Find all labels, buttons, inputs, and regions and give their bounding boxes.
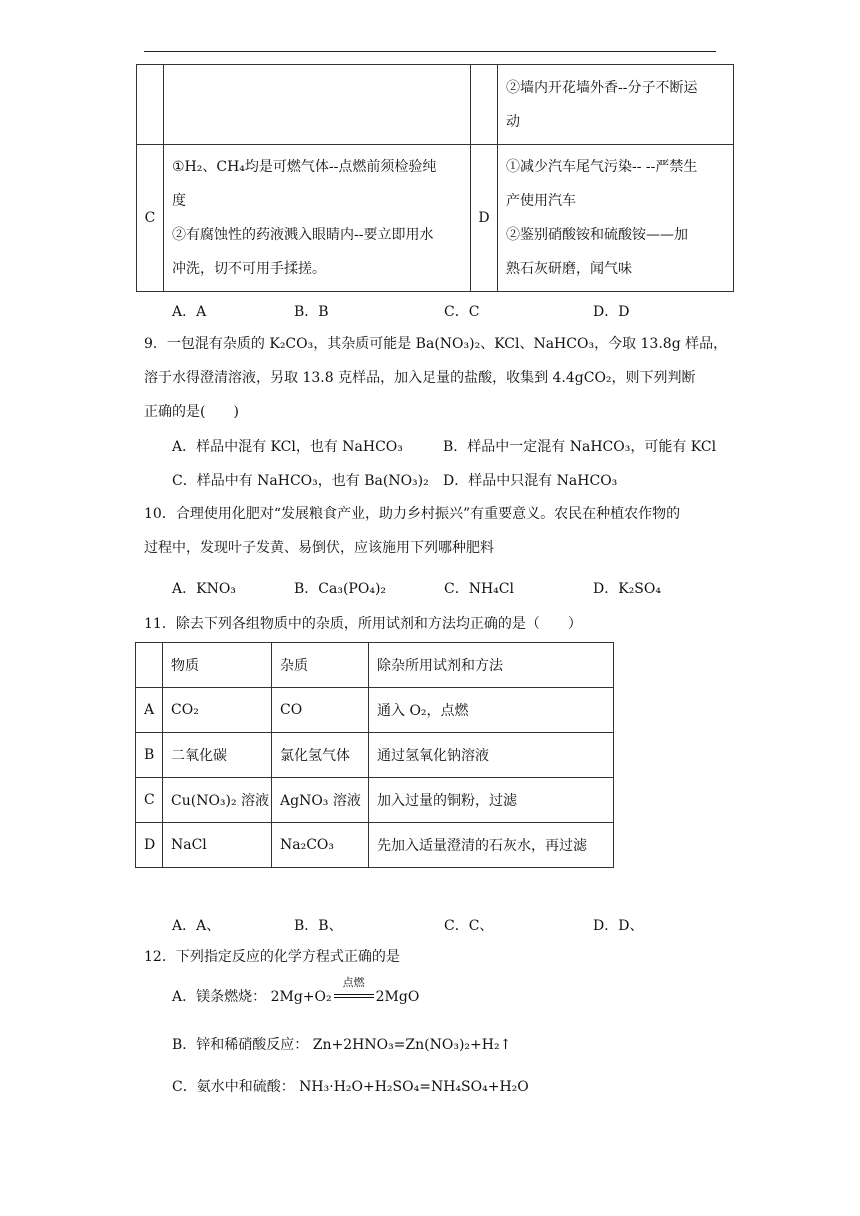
q12-option-a-right: 2MgO [375, 989, 420, 1005]
table-header-row [136, 643, 614, 688]
table-cell: 先加入适量澄清的石灰水，再过滤 [369, 823, 614, 868]
q10-option-c-formula: NH₄Cl [468, 581, 514, 597]
q8-row1-label-left [137, 65, 164, 145]
q10-stem-line: 10．合理使用化肥对“发展粮食产业，助力乡村振兴”有重要意义。农民在种植农作物的 [144, 506, 681, 522]
table-header-cell [136, 643, 163, 688]
table-cell: B [136, 733, 163, 778]
q12-option-c-equation: NH₃·H₂O+H₂SO₄=NH₄SO₄+H₂O [299, 1079, 529, 1095]
table-row [136, 823, 614, 868]
q9-stem [144, 327, 728, 429]
q11-table [135, 642, 614, 868]
q10-option-a-letter: A． [172, 581, 197, 597]
q9-stem-line: 正确的是( ) [144, 404, 239, 420]
table-header-cell: 除杂所用试剂和方法 [369, 643, 614, 688]
table-cell: 通入 O₂，点燃 [369, 688, 614, 733]
q12-option-a-label: A．镁条燃烧： [172, 989, 267, 1005]
equal-sign-icon [334, 994, 374, 998]
q10-option-d-letter: D． [593, 581, 619, 597]
q9-stem-line: 溶于水得澄清溶液，另取 13.8 克样品，加入足量的盐酸，收集到 4.4gCO₂，则下列判断 [144, 370, 696, 386]
q11-stem-line: 11．除去下列各组物质中的杂质，所用试剂和方法均正确的是（ ） [144, 616, 582, 632]
q8-option-d[interactable]: D．D [593, 304, 630, 320]
table-cell: 氯化氢气体 [272, 733, 369, 778]
q8-row2-left-line: 冲洗，切不可用手揉搓。 [172, 261, 326, 277]
q11-option-a[interactable]: A．A、 [172, 918, 221, 934]
q10-stem [144, 497, 724, 565]
q9-option-d[interactable]: D．样品中只混有 NaHCO₃ [443, 473, 618, 489]
q8-row2-label-left: C [137, 145, 164, 292]
q8-row1-label-right [471, 65, 498, 145]
table-cell: Na₂CO₃ [272, 823, 369, 868]
q9-option-a[interactable]: A．样品中混有 KCl，也有 NaHCO₃ [172, 439, 403, 455]
q10-option-a[interactable] [172, 578, 236, 598]
q10-stem-line: 过程中，发现叶子发黄、易倒伏，应该施用下列哪种肥料 [144, 540, 494, 556]
q12-condition: 点燃 [342, 976, 365, 989]
q12-stem [144, 940, 724, 974]
q8-row2-right-line: 熟石灰研磨，闻气味 [506, 261, 632, 277]
q8-row2-left-line: 度 [172, 193, 186, 209]
q8-table [136, 64, 734, 292]
q8-row1-text-right [498, 65, 734, 145]
q8-option-c[interactable]: C．C [444, 304, 480, 320]
q8-row2-left-line: ①H₂、CH₄均是可燃气体--点燃前须检验纯 [172, 159, 437, 175]
q12-stem-line: 12．下列指定反应的化学方程式正确的是 [144, 949, 400, 965]
table-cell: C [136, 778, 163, 823]
q10-option-b-letter: B． [294, 581, 319, 597]
q10-option-d[interactable] [593, 578, 661, 598]
header-rule [144, 51, 716, 52]
table-row [136, 688, 614, 733]
table-cell: CO₂ [163, 688, 272, 733]
table-cell: 二氧化碳 [163, 733, 272, 778]
q8-row2-text-right [498, 145, 734, 292]
q8-row2-right-line: 产使用汽车 [506, 193, 576, 209]
q10-option-c[interactable] [444, 578, 514, 598]
table-header-cell: 物质 [163, 643, 272, 688]
q10-option-b-formula: Ca₃(PO₄)₂ [318, 581, 387, 597]
q10-option-a-formula: KNO₃ [196, 581, 236, 597]
q8-row2-text-left [164, 145, 471, 292]
table-row [136, 778, 614, 823]
q9-stem-line: 9．一包混有杂质的 K₂CO₃，其杂质可能是 Ba(NO₃)₂、KCl、NaHCO₃，今取 13.8g 样品， [144, 336, 728, 352]
table-header-cell: 杂质 [272, 643, 369, 688]
q12-option-b[interactable] [172, 1034, 511, 1054]
q11-option-c[interactable]: C．C、 [444, 918, 494, 934]
q8-option-a[interactable]: A．A [172, 304, 207, 320]
q12-option-c-label: C．氨水中和硫酸： [172, 1079, 295, 1095]
q11-option-d[interactable]: D．D、 [593, 918, 644, 934]
q8-row1-right-line: 动 [506, 113, 520, 130]
q12-option-b-equation: Zn+2HNO₃=Zn(NO₃)₂+H₂↑ [312, 1037, 512, 1053]
table-cell: CO [272, 688, 369, 733]
q8-row1-text-left [164, 65, 471, 145]
q9-option-b[interactable]: B．样品中一定混有 NaHCO₃，可能有 KCl [443, 439, 717, 455]
table-cell: NaCl [163, 823, 272, 868]
q8-row1-right-line: ②墙内开花墙外香--分子不断运 [506, 79, 698, 96]
q9-option-c[interactable]: C．样品中有 NaHCO₃，也有 Ba(NO₃)₂ [172, 473, 429, 489]
table-cell: 加入过量的铜粉，过滤 [369, 778, 614, 823]
q12-option-a-left: 2Mg+O₂ [270, 989, 332, 1005]
q10-option-d-formula: K₂SO₄ [618, 581, 661, 597]
table-cell: 通过氢氧化钠溶液 [369, 733, 614, 778]
table-cell: D [136, 823, 163, 868]
q12-option-b-label: B．锌和稀硝酸反应： [172, 1037, 309, 1053]
q8-row2-left-line: ②有腐蚀性的药液溅入眼睛内--要立即用水 [172, 227, 434, 243]
q8-row2-right-line: ②鉴别硝酸铵和硫酸铵——加 [506, 227, 688, 243]
q8-row2-right-line: ①减少汽车尾气污染-- --严禁生 [506, 159, 698, 175]
table-cell: A [136, 688, 163, 733]
table-row [136, 733, 614, 778]
table-cell: Cu(NO₃)₂ 溶液 [163, 778, 272, 823]
q8-option-b[interactable]: B．B [294, 304, 329, 320]
q11-option-b[interactable]: B．B、 [294, 918, 343, 934]
q12-condition-arrow [334, 976, 374, 1005]
q12-option-c[interactable] [172, 1076, 529, 1096]
q11-stem [144, 607, 724, 641]
q8-row2-label-right: D [471, 145, 498, 292]
q10-option-c-letter: C． [444, 581, 469, 597]
q12-option-a[interactable] [172, 976, 420, 1006]
q10-option-b[interactable] [294, 578, 386, 598]
table-cell: AgNO₃ 溶液 [272, 778, 369, 823]
